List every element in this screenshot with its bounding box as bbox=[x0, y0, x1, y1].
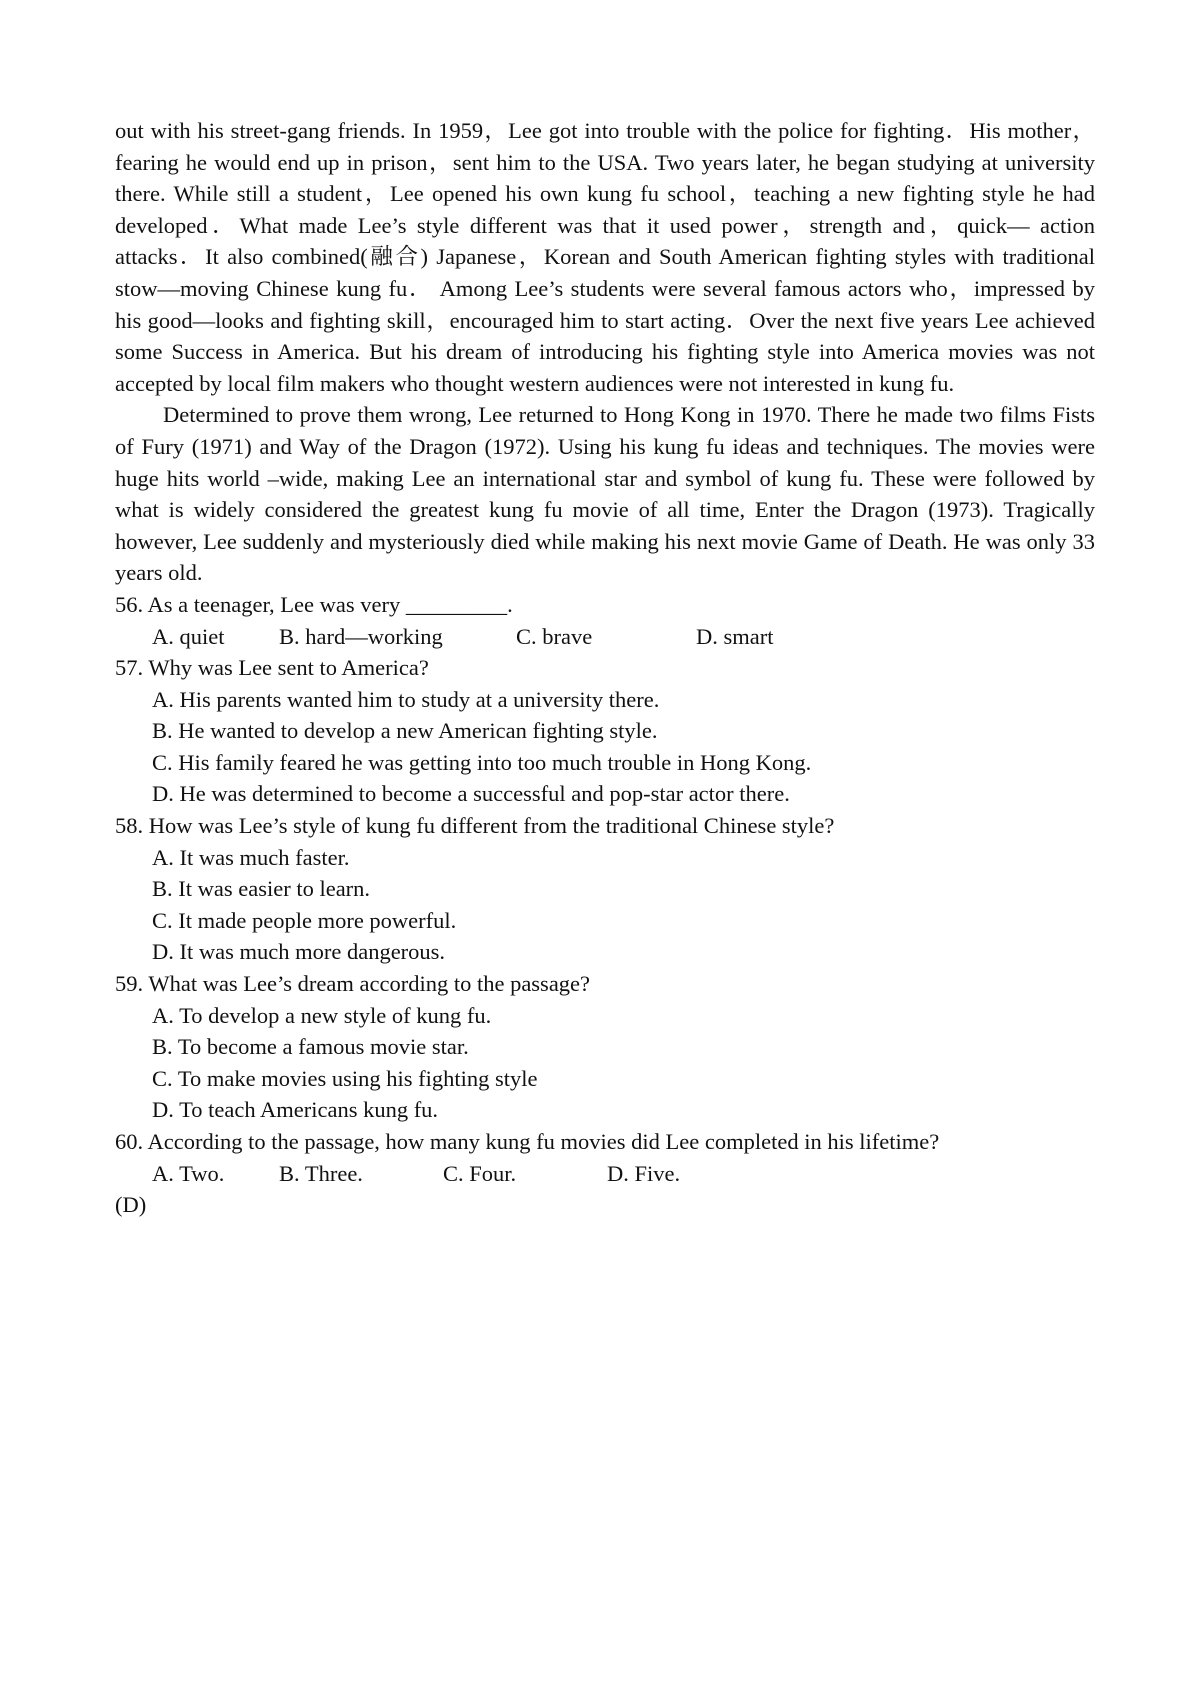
question-56-option-d: D. smart bbox=[696, 623, 774, 649]
question-60-option-c: C. Four. bbox=[443, 1160, 517, 1186]
question-57-option-c: C. His family feared he was getting into too much trouble in Hong Kong. bbox=[152, 749, 812, 775]
section-d-heading: (D) bbox=[115, 1192, 147, 1218]
question-57-option-a: A. His parents wanted him to study at a university there. bbox=[152, 686, 660, 712]
question-58-stem: 58. How was Lee’s style of kung fu different from the traditional Chinese style? bbox=[115, 813, 835, 839]
question-60-option-a: A. Two. bbox=[152, 1160, 225, 1186]
question-60-option-d: D. Five. bbox=[607, 1160, 681, 1186]
passage-paragraph-1: out with his street-gang friends. In 1959，Lee got into trouble with the police for fighting．His mother，fearing he would end up in prison，sent him to the USA. Two years later, he began studying at university there. While still a student，Lee opened his own kung fu school，teaching a new fighting style he had developed．What made Lee’s style different was that it used power，strength and，quick— action attacks．It also combined(融合) Japanese，Korean and South American fighting styles with traditional stow—moving Chinese kung fu． Among Lee’s students were several famous actors who，impressed by his good—looks and fighting skill，encouraged him to start acting．Over the next five years Lee achieved some Success in America. But his dream of introducing his fighting style into America movies was not accepted by local film makers who thought western audiences were not interested in kung fu. bbox=[115, 118, 1095, 396]
question-59-option-d: D. To teach Americans kung fu. bbox=[152, 1097, 439, 1123]
question-58-option-b: B. It was easier to learn. bbox=[152, 876, 371, 902]
question-57-stem: 57. Why was Lee sent to America? bbox=[115, 655, 429, 681]
question-58-option-d: D. It was much more dangerous. bbox=[152, 939, 446, 965]
question-56-option-a: A. quiet bbox=[152, 623, 225, 649]
question-59-option-c: C. To make movies using his fighting style bbox=[152, 1065, 538, 1091]
question-57-option-d: D. He was determined to become a successful and pop-star actor there. bbox=[152, 781, 790, 807]
question-59-option-a: A. To develop a new style of kung fu. bbox=[152, 1002, 492, 1028]
exam-page bbox=[115, 115, 1095, 1221]
question-58-option-c: C. It made people more powerful. bbox=[152, 907, 457, 933]
question-57-option-b: B. He wanted to develop a new American fighting style. bbox=[152, 718, 658, 744]
question-60-options bbox=[152, 1158, 1095, 1190]
question-59-stem: 59. What was Lee’s dream according to the passage? bbox=[115, 971, 591, 997]
question-58-option-a: A. It was much faster. bbox=[152, 844, 350, 870]
question-56-options bbox=[152, 621, 1095, 653]
passage-paragraph-2: Determined to prove them wrong, Lee returned to Hong Kong in 1970. There he made two films Fists of Fury (1971) and Way of the Dragon (1972). Using his kung fu ideas and techniques. The movies were huge hits world –wide, making Lee an international star and symbol of kung fu. These were followed by what is widely considered the greatest kung fu movie of all time, Enter the Dragon (1973). Tragically however, Lee suddenly and mysteriously died while making his next movie Game of Death. He was only 33 years old. bbox=[115, 402, 1095, 586]
question-56-option-c: C. brave bbox=[516, 623, 593, 649]
question-56-option-b: B. hard—working bbox=[279, 623, 443, 649]
question-59-option-b: B. To become a famous movie star. bbox=[152, 1034, 469, 1060]
question-60-stem: 60. According to the passage, how many kung fu movies did Lee completed in his lifetime? bbox=[115, 1129, 940, 1154]
question-56-stem: 56. As a teenager, Lee was very _________. bbox=[115, 591, 513, 617]
question-60-option-b: B. Three. bbox=[279, 1160, 363, 1186]
